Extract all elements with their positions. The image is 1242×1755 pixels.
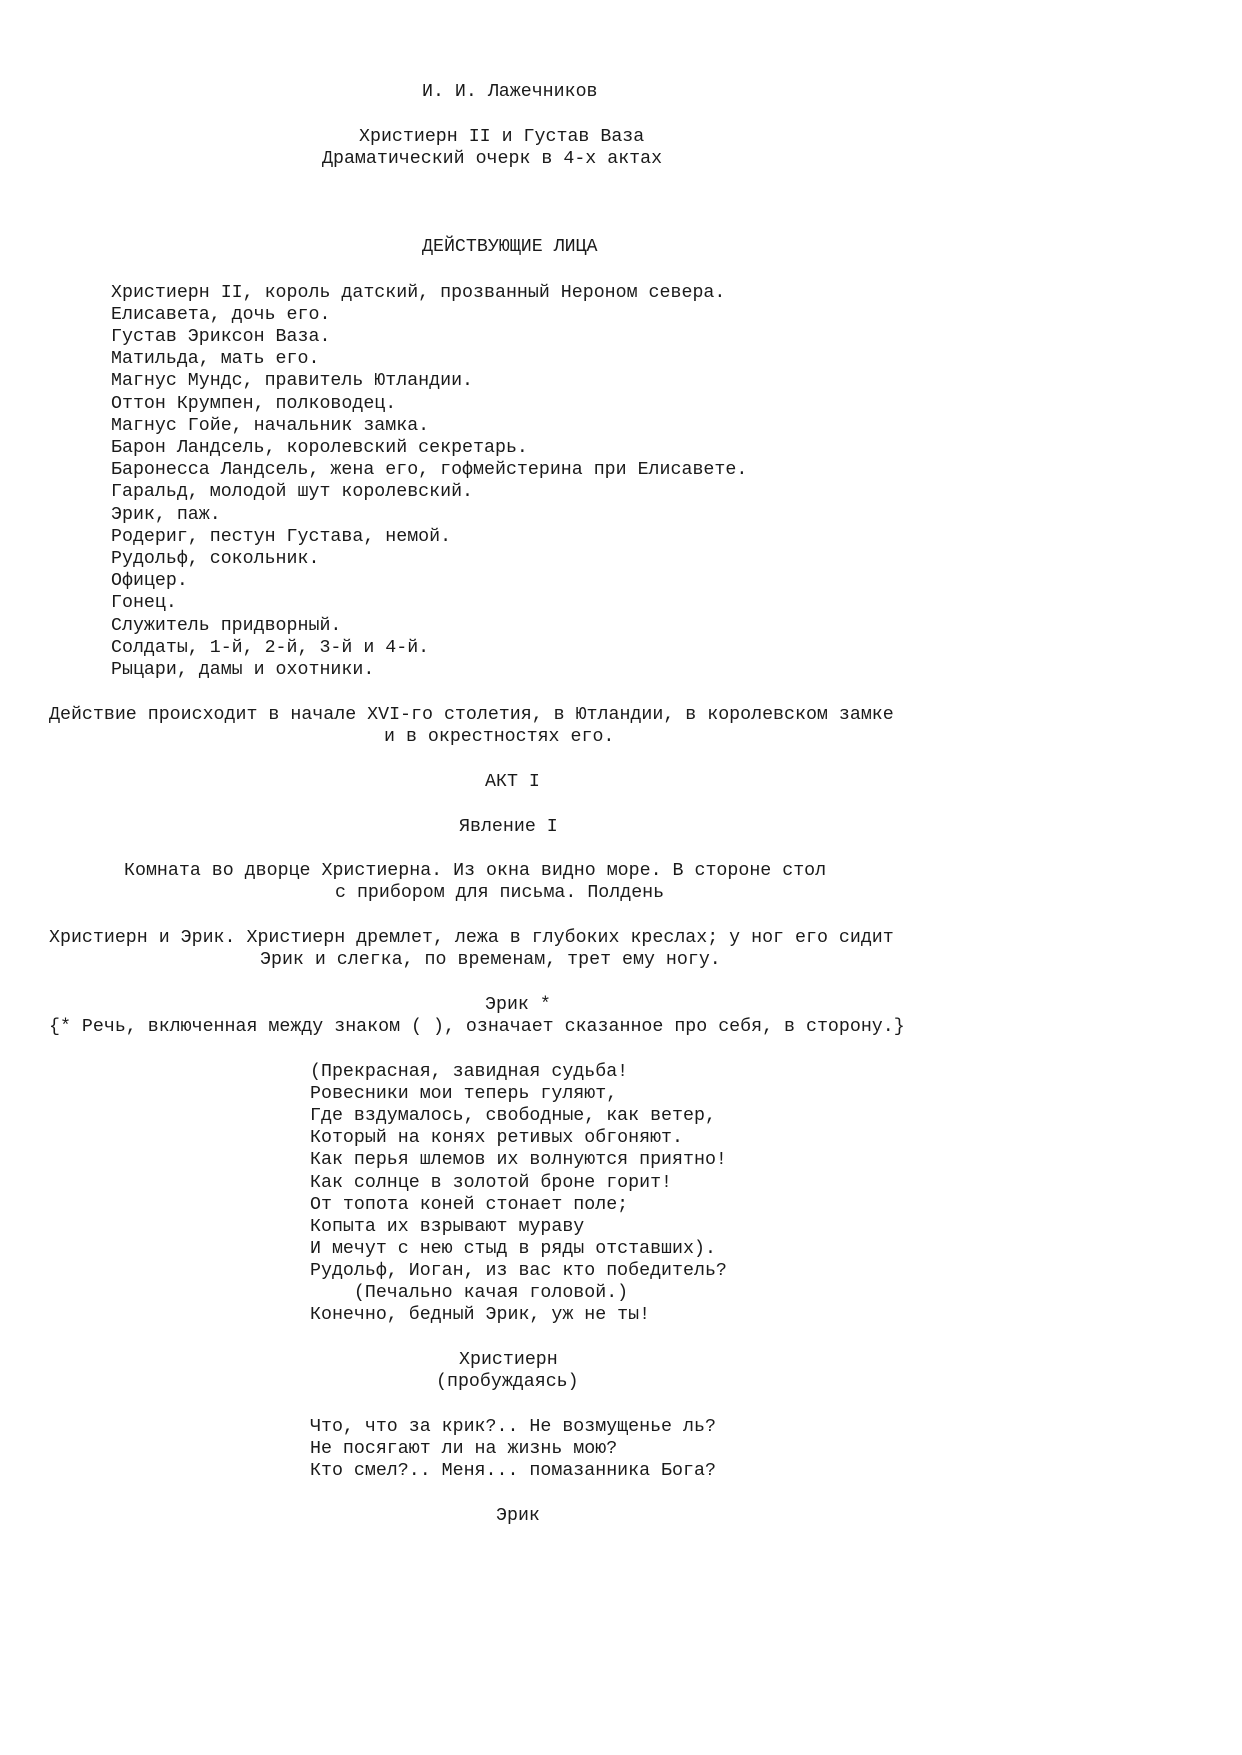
verse-line: (Печально качая головой.) — [310, 1283, 629, 1303]
stage-direction-line: Эрик и слегка, по временам, трет ему ногу. — [260, 950, 721, 970]
cast-item: Рыцари, дамы и охотники. — [111, 660, 375, 680]
setting-line: и в окрестностях его. — [384, 727, 615, 747]
verse-line: Не посягают ли на жизнь мою? — [310, 1439, 618, 1459]
scene-heading: Явление I — [459, 817, 558, 837]
setting-line: Действие происходит в начале XVI-го столетия, в Ютландии, в королевском замке — [49, 705, 894, 725]
verse-line: Конечно, бедный Эрик, уж не ты! — [310, 1305, 651, 1325]
verse-line: (Прекрасная, завидная судьба! — [310, 1062, 629, 1082]
cast-item: Гонец. — [111, 593, 177, 613]
cast-item: Матильда, мать его. — [111, 349, 320, 369]
play-subtitle: Драматический очерк в 4-х актах — [322, 149, 663, 169]
cast-item: Барон Ландсель, королевский секретарь. — [111, 438, 528, 458]
cast-item: Магнус Мундс, правитель Ютландии. — [111, 371, 474, 391]
cast-item: Эрик, паж. — [111, 505, 221, 525]
scene-description-line: с прибором для письма. Полдень — [335, 883, 665, 903]
footnote: {* Речь, включенная между знаком ( ), означает сказанное про себя, в сторону.} — [49, 1017, 905, 1037]
speaker-name: Христиерн — [459, 1350, 558, 1370]
play-title: Христиерн II и Густав Ваза — [359, 127, 645, 147]
verse-line: Рудольф, Иоган, из вас кто победитель? — [310, 1261, 727, 1281]
cast-item: Рудольф, сокольник. — [111, 549, 320, 569]
verse-line: Где вздумалось, свободные, как ветер, — [310, 1106, 716, 1126]
cast-item: Магнус Гойе, начальник замка. — [111, 416, 430, 436]
cast-item: Служитель придворный. — [111, 616, 342, 636]
cast-item: Христиерн II, король датский, прозванный Нероном севера. — [111, 283, 726, 303]
cast-item: Елисавета, дочь его. — [111, 305, 331, 325]
scene-description-line: Комната во дворце Христиерна. Из окна видно море. В стороне стол — [124, 861, 827, 881]
speaker-name: Эрик * — [485, 995, 551, 1015]
stage-direction-line: Христиерн и Эрик. Христиерн дремлет, лежа в глубоких креслах; у ног его сидит — [49, 928, 894, 948]
cast-heading: ДЕЙСТВУЮЩИЕ ЛИЦА — [422, 237, 598, 257]
verse-line: Копыта их взрывают мураву — [310, 1217, 585, 1237]
cast-item: Оттон Крумпен, полководец. — [111, 394, 397, 414]
act-heading: АКТ I — [485, 772, 540, 792]
verse-line: Который на конях ретивых обгоняют. — [310, 1128, 683, 1148]
verse-line: Кто смел?.. Меня... помазанника Бога? — [310, 1461, 716, 1481]
verse-line: Как перья шлемов их волнуются приятно! — [310, 1150, 727, 1170]
cast-item: Баронесса Ландсель, жена его, гофмейстерина при Елисавете. — [111, 460, 748, 480]
cast-item: Родериг, пестун Густава, немой. — [111, 527, 452, 547]
verse-line: От топота коней стонает поле; — [310, 1195, 629, 1215]
verse-line: И мечут с нею стыд в ряды отставших). — [310, 1239, 716, 1259]
speaker-name: Эрик — [496, 1506, 540, 1526]
speaker-direction: (пробуждаясь) — [436, 1372, 579, 1392]
cast-item: Офицер. — [111, 571, 188, 591]
author: И. И. Лажечников — [422, 82, 598, 102]
verse-line: Ровесники мои теперь гуляют, — [310, 1084, 618, 1104]
cast-item: Солдаты, 1-й, 2-й, 3-й и 4-й. — [111, 638, 430, 658]
verse-line: Что, что за крик?.. Не возмущенье ль? — [310, 1417, 716, 1437]
cast-item: Густав Эриксон Ваза. — [111, 327, 331, 347]
verse-line: Как солнце в золотой броне горит! — [310, 1173, 673, 1193]
cast-item: Гаральд, молодой шут королевский. — [111, 482, 474, 502]
